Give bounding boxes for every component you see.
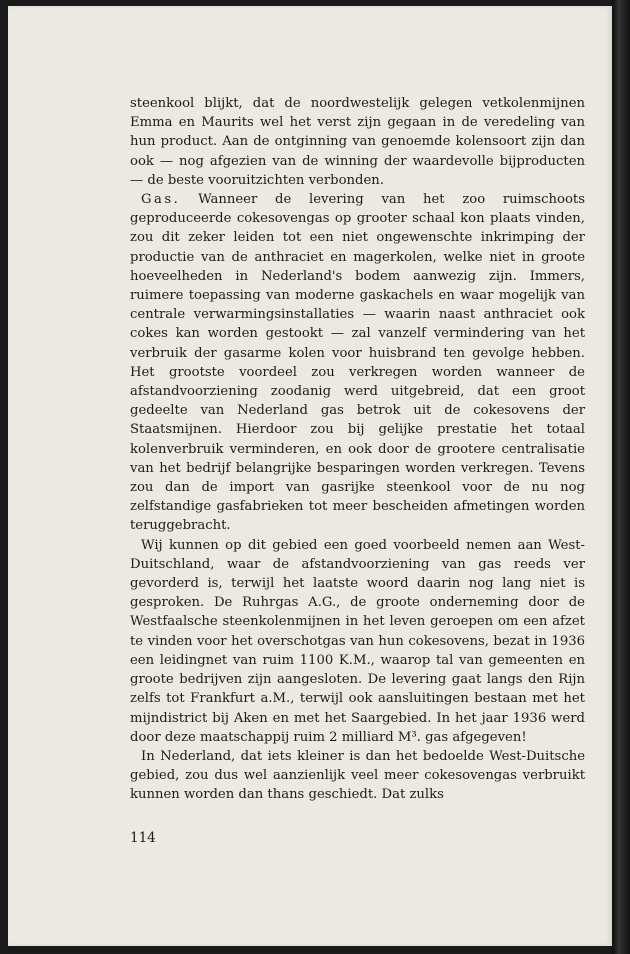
body-text [130, 94, 585, 805]
paragraph-1 [130, 94, 585, 190]
section-lead-gas: Gas. [141, 192, 181, 208]
paragraph-2 [130, 190, 585, 536]
paragraph-4 [130, 747, 585, 805]
paragraph-2-text: Wanneer de levering van het zoo ruimschoots geproduceerde cokesovengas op grooter schaal kon plaats vinden, zou dit zeker leiden tot een niet ongewenschte inkrimping der productie van de anthraciet en magerkolen, welke niet in groote hoeveelheden in Nederland's bodem aanwezig zijn. Immers, ruimere toepassing van moderne gaskachels en waar mogelijk van centrale verwarmingsinstallaties — waarin naast anthraciet ook cokes kan worden gestookt — zal vanzelf vermindering van het verbruik der gasarme kolen voor huisbrand ten gevolge hebben. Het grootste voordeel zou verkregen worden wanneer de afstandvoorziening zoodanig werd uitgebreid, dat een groot gedeelte van Nederland gas betrok uit de cokesovens der Staatsmijnen. Hierdoor zou bij gelijke prestatie het totaal kolenverbruik verminderen, en ook door de grootere centralisatie van het bedrijf belangrijke besparingen worden verkregen. Tevens zou dan de import van gasrijke steenkool voor de nu nog zelfstandige gasfabrieken tot meer bescheiden afmetingen worden teruggebracht. [130, 192, 585, 534]
paragraph-3-text: Wij kunnen op dit gebied een goed voorbeeld nemen aan West-Duitschland, waar de afstandvoorziening van gas reeds ver gevorderd is, terwijl het laatste woord daarin nog lang niet is gesproken. De Ruhrgas A.G., de groote onderneming door de Westfaalsche steenkolenmijnen in het leven geroepen om een afzet te vinden voor het overschotgas van hun cokesovens, bezat in 1936 een leidingnet van ruim 1100 K.M., waarop tal van gemeenten en groote bedrijven zijn aangesloten. De levering gaat langs den Rijn zelfs tot Frankfurt a.M., terwijl ook aansluitingen bestaan met het mijndistrict bij Aken en met het Saargebied. In het jaar 1936 werd door deze maatschappij ruim 2 milliard M³. gas afgegeven! [130, 537, 585, 745]
page-number: 114 [130, 830, 156, 846]
paragraph-3 [130, 536, 585, 747]
paragraph-4-text: In Nederland, dat iets kleiner is dan het bedoelde West-Duitsche gebied, zou dus wel aanzienlijk veel meer cokesovengas verbruikt kunnen worden dan thans geschiedt. Dat zulks [130, 748, 585, 803]
book-spine-edge [612, 0, 630, 954]
book-page [8, 6, 612, 946]
paragraph-1-text: steenkool blijkt, dat de noordwestelijk gelegen vetkolenmijnen Emma en Maurits wel het verst zijn gegaan in de veredeling van hun product. Aan de ontginning van genoemde kolensoort zijn dan ook — nog afgezien van de winning der waardevolle bijproducten — de beste vooruitzichten verbonden. [130, 96, 585, 188]
